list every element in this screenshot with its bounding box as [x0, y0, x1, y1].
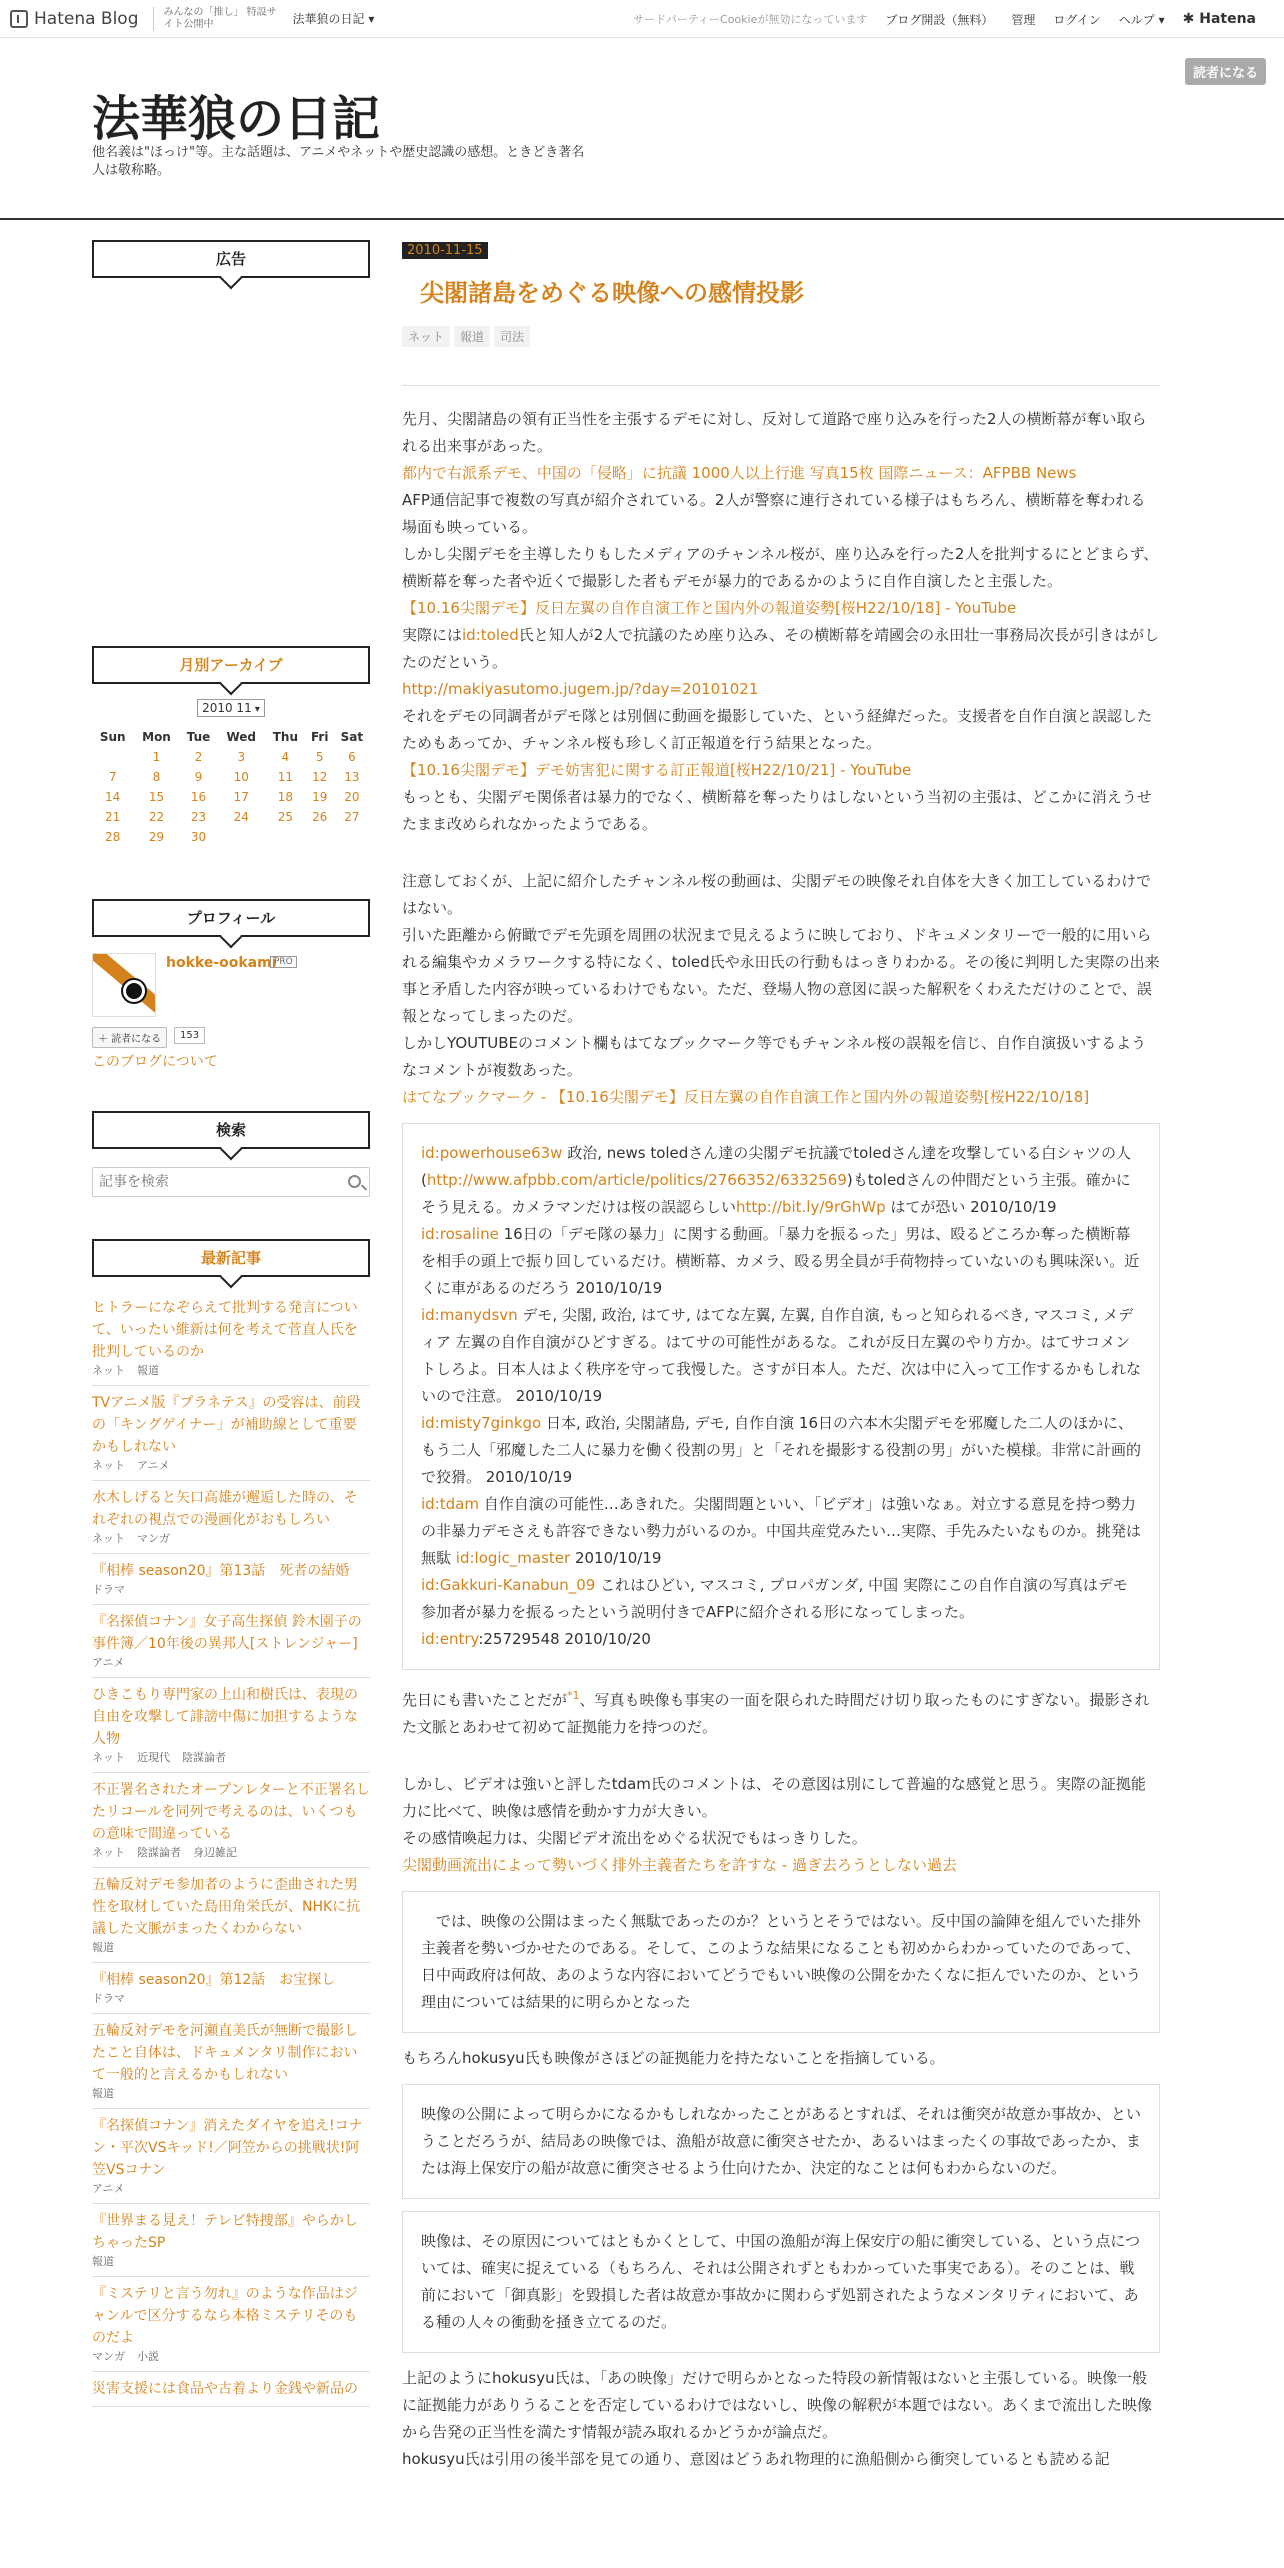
- calendar-day[interactable]: 8: [152, 770, 161, 784]
- about-blog-link[interactable]: このブログについて: [92, 1054, 218, 1070]
- recent-entry[interactable]: [92, 1963, 370, 2014]
- paragraph-4: [402, 1771, 1160, 1879]
- bookmark-text: 政治, news toledさん達の尖閣デモ抗議でtoledさん達を攻撃している白シャツの人(: [421, 1144, 1131, 1189]
- bookmark-link[interactable]: id:powerhouse63w: [421, 1144, 563, 1162]
- user-link[interactable]: id:toled: [462, 626, 519, 644]
- recent-entry[interactable]: [92, 1291, 370, 1386]
- search-icon[interactable]: [348, 1175, 361, 1188]
- admin-link[interactable]: 管理: [1011, 12, 1036, 27]
- paragraph-1c: [402, 676, 1160, 838]
- calendar-day[interactable]: 19: [312, 790, 328, 804]
- sidebar: [92, 240, 370, 2407]
- recent-entry-title[interactable]: 『名探偵コナン』消えたダイヤを追え!コナン・平次VSキッド!／阿笠からの挑戦状!阿笠VSコナン: [92, 2118, 363, 2178]
- recent-entry-categories: [92, 1458, 370, 1474]
- avatar-eye-icon: [123, 980, 145, 1002]
- category-label[interactable]: 陰謀論者: [182, 1751, 226, 1764]
- recent-entry-categories: [92, 1991, 370, 2007]
- category-label[interactable]: 近現代: [137, 1751, 170, 1764]
- blog-menu[interactable]: 法華狼の日記 ▾: [292, 12, 375, 26]
- entry-link[interactable]: http://makiyasutomo.jugem.jp/?day=20101021: [402, 680, 759, 698]
- bookmark-text: 日本, 政治, 尖閣諸島, デモ, 自作自演 16日の六本木尖閣デモを邪魔した二人のほかに、もう二人「邪魔した二人に暴力を働く役割の男」と「それを撮影する役割の男」がいた模様。非常に計画的で狡猾。 2010/10/19: [421, 1414, 1142, 1486]
- calendar-day[interactable]: 14: [105, 790, 121, 804]
- recent-entry-title[interactable]: 五輪反対デモを河瀬直美氏が無断で撮影したこと自体は、ドキュメンタリ制作において一般的と言えるかもしれない: [92, 2023, 358, 2083]
- bookmark-text: 2010/10/19: [570, 1549, 662, 1567]
- recent-entry-title[interactable]: 水木しげると矢口高雄が邂逅した時の、それぞれの視点での漫画化がおもしろい: [92, 1490, 358, 1528]
- weekday-header: Sun: [99, 730, 126, 744]
- weekday-header: Tue: [186, 730, 211, 744]
- category-label[interactable]: マンガ: [92, 2350, 125, 2363]
- bookmark-text: :25729548 2010/10/20: [478, 1630, 651, 1648]
- recent-entry-title[interactable]: 五輪反対デモ参加者のように歪曲された男性を取材していた島田角栄氏が、NHKに抗議した文脈がまったくわからない: [92, 1877, 361, 1937]
- paragraph-1: [402, 406, 1160, 622]
- ad-space: [92, 278, 370, 646]
- text: 実際には: [402, 626, 463, 644]
- calendar-day[interactable]: 1: [152, 750, 161, 764]
- bookmark-text: )もtoledさんの仲間だという主張。確かにそう見える。カメラマンだけは桜の誤認らしい: [421, 1171, 1131, 1216]
- entry-category[interactable]: 報道: [454, 326, 490, 347]
- text: 氏と知人が2人で抗議のため座り込み、その横断幕を靖國会の永田壮一事務局次長が引きはがしたのだという。: [402, 626, 1160, 671]
- recent-entry-categories: [92, 1363, 370, 1379]
- entry-text: しかし尖閣デモを主導したりもしたメディアのチャンネル桜が、座り込みを行った2人を批判するにとどまらず、横断幕を奪った者や近くで撮影した者もデモが暴力的であるかのように自作自演したと主張した。: [402, 545, 1159, 590]
- promo-link[interactable]: みんなの「推し」 特設サイト公開中: [153, 7, 283, 31]
- blockquote-3: 映像は、その原因についてはともかくとして、中国の漁船が海上保安庁の船に衝突している、という点については、確実に捉えている（もちろん、それは公開されずともわかっていた事実である）。そのことは、戦前において「御真影」を毀損した者は故意か事故かに関わらず処罰されたようなメンタリティにおいて、ある種の人々の衝動を掻き立てるのだ。: [402, 2211, 1160, 2353]
- divider: [402, 385, 1160, 386]
- entry-text: しかしYOUTUBEのコメント欄もはてなブックマーク等でもチャンネル桜の誤報を信じ、自作自演扱いするようなコメントが複数あった。: [402, 1034, 1147, 1079]
- calendar-day[interactable]: 29: [148, 830, 165, 844]
- recent-entry-categories: [92, 1750, 370, 1766]
- recent-entry-categories: [92, 1655, 370, 1671]
- calendar-day[interactable]: 20: [344, 790, 360, 804]
- entry-link[interactable]: 【10.16尖閣デモ】反日左翼の自作自演工作と国内外の報道姿勢[桜H22/10/18] - YouTube: [402, 599, 1017, 617]
- calendar-day[interactable]: 3: [237, 750, 246, 764]
- bookmark-link[interactable]: id:tdam: [421, 1495, 479, 1513]
- recent-entry-categories: [92, 1582, 370, 1598]
- bookmark-link[interactable]: id:entry: [421, 1630, 479, 1648]
- entry-link[interactable]: はてなブックマーク - 【10.16尖閣デモ】反日左翼の自作自演工作と国内外の報道姿勢[桜H22/10/18]: [402, 1088, 1090, 1106]
- paragraph-2: [402, 868, 1160, 1111]
- bookmark-text: 自作自演の可能性…あきれた。尖閣問題といい、「ビデオ」は強いなぁ。対立する意見を持つ勢力の非暴力デモさえも許容できない勢力がいるのか。中国共産党みたい…実際、手先みたいなものか。挑発は無駄: [421, 1495, 1142, 1567]
- entry-category[interactable]: 司法: [494, 326, 530, 347]
- hatena-blog-logo[interactable]: [10, 9, 139, 29]
- cookie-notice: サードパーティーCookieが無効になっています: [633, 13, 868, 26]
- open-blog-link[interactable]: ブログ開設（無料）: [885, 12, 994, 27]
- paragraph-1b: [402, 622, 1160, 676]
- category-label[interactable]: 報道: [92, 2087, 114, 2100]
- blog-title[interactable]: 法華狼の日記: [92, 91, 381, 147]
- entry-text: その感情喚起力は、尖閣ビデオ流出をめぐる状況でもはっきりした。: [402, 1829, 867, 1847]
- calendar-day[interactable]: 21: [105, 810, 121, 824]
- entry-text: 上記のようにhokusyu氏は、「あの映像」だけで明らかとなった特段の新情報はないと主張している。映像一般に証拠能力がありうることを否定しているわけではないし、映像の解釈が本題ではない。あくまで流出した映像から告発の正当性を満たす情報が読み取れるかどうかが論点だ。: [402, 2369, 1153, 2441]
- recent-entry-title[interactable]: ひきこもり専門家の上山和樹氏は、表現の自由を攻撃して誹謗中傷に加担するような人物: [92, 1687, 358, 1747]
- recent-entry[interactable]: [92, 2277, 370, 2372]
- archive-module-title: 月別アーカイブ: [92, 646, 370, 684]
- calendar-table: [92, 727, 370, 847]
- recent-entry[interactable]: [92, 2372, 370, 2407]
- recent-entry-categories: [92, 2181, 370, 2197]
- bookmark-link[interactable]: id:rosaline: [421, 1225, 499, 1243]
- blockquote-1: では、映像の公開はまったく無駄であったのか？というとそうではない。反中国の論陣を組んでいた排外主義者を勢いづかせたのである。そして、このような結果になることも初めからわかっていたのであって、日中両政府は何故、あのような内容においてどうでもいい映像の公開をかたくなに拒んでいたのか、という理由については結果的に明らかとなった: [402, 1891, 1160, 2033]
- entry-body: [402, 406, 1160, 2473]
- category-label[interactable]: 身辺雑記: [193, 1846, 237, 1859]
- blockquote-2: 映像の公開によって明らかになるかもしれなかったことがあるとすれば、それは衝突が故意か事故か、ということだろうが、結局あの映像では、漁船が故意に衝突させたか、あるいはまったくの事故であったか、または海上保安庁の船が故意に衝突させるよう仕向けたか、決定的なことは何もわからないのだ。: [402, 2084, 1160, 2199]
- recent-entry[interactable]: [92, 2204, 370, 2277]
- calendar-day[interactable]: 16: [190, 790, 207, 804]
- entry-link[interactable]: 都内で右派系デモ、中国の「侵略」に抗議 1000人以上行進 写真15枚 国際ニュース：AFPBB News: [402, 464, 1077, 482]
- blog-header: [0, 38, 1284, 220]
- entry-link[interactable]: 尖閣動画流出によって勢いづく排外主義者たちを許すな - 過ぎ去ろうとしない過去: [402, 1856, 957, 1874]
- recent-entry-title[interactable]: 『相棒 season20』第13話 死者の結婚: [92, 1563, 350, 1579]
- ad-module-title: 広告: [92, 240, 370, 278]
- entry-text: しかし、ビデオは強いと評したtdam氏のコメントは、その意図は別にして普遍的な感覚と思う。実際の証拠能力に比べて、映像は感情を動かす力が大きい。: [402, 1775, 1146, 1820]
- recent-entry-title[interactable]: 『世界まる見え！テレビ特捜部』やらかしちゃったSP: [92, 2213, 358, 2251]
- main-content: [400, 240, 1160, 2473]
- bookmark-quote: [402, 1123, 1160, 1670]
- recent-entry[interactable]: [92, 1386, 370, 1481]
- recent-module-title: 最新記事: [92, 1239, 370, 1277]
- category-label[interactable]: ネット: [92, 1364, 125, 1377]
- bookmark-comment: [421, 1410, 1141, 1491]
- entry-text: hokusyu氏は引用の後半部を見ての通り、意図はどうあれ物理的に漁船側から衝突しているとも読める記: [402, 2450, 1110, 2468]
- weekday-header: Mon: [142, 730, 171, 744]
- calendar-day[interactable]: 27: [344, 810, 360, 824]
- category-label[interactable]: アニメ: [137, 1459, 170, 1472]
- weekday-header: Wed: [226, 730, 257, 744]
- bookmark-link[interactable]: id:Gakkuri-Kanabun_09: [421, 1576, 596, 1594]
- bookmark-comment: [421, 1221, 1141, 1302]
- brand-label: Hatena Blog: [34, 8, 139, 29]
- entry-title[interactable]: 尖閣諸島をめぐる映像への感情投影: [420, 279, 804, 307]
- calendar-day[interactable]: 10: [233, 770, 249, 784]
- recent-entry[interactable]: [92, 2014, 370, 2109]
- calendar-day: [306, 827, 334, 847]
- calendar-day: [218, 827, 266, 847]
- avatar[interactable]: [92, 953, 156, 1017]
- recent-entry-title[interactable]: ヒトラーになぞらえて批判する発言について、いったい維新は何を考えて菅直人氏を批判しているのか: [92, 1300, 358, 1360]
- profile-module-title: プロフィール: [92, 899, 370, 937]
- bookmark-text: はてが恐い 2010/10/19: [885, 1198, 1057, 1216]
- category-label[interactable]: ネット: [92, 1846, 125, 1859]
- entry-text: 引いた距離から俯瞰でデモ先頭を周囲の状況まで見えるように映しており、ドキュメンタリーで一般的に用いられる編集やカメラワークする特になく、toled氏や永田氏の行動もはっきりわかる。その後に判明した実際の出来事と矛盾した内容が映っているわけでもない。ただ、登場人物の意図に誤った解釈をくわえただけのことで、誤報となってしまったのだ。: [402, 926, 1160, 1025]
- calendar-day[interactable]: 7: [108, 770, 117, 784]
- calendar-day[interactable]: 2: [194, 750, 203, 764]
- entry-text: AFP通信記事で複数の写真が紹介されている。2人が警察に連行されている様子はもちろん、横断幕を奪われる場面も映っている。: [402, 491, 1146, 536]
- recent-entry-categories: [92, 2086, 370, 2102]
- paragraph-5: もちろんhokusyu氏も映像がさほどの証拠能力を持たないことを指摘している。: [402, 2049, 945, 2067]
- recent-entry[interactable]: [92, 1868, 370, 1963]
- calendar-day[interactable]: 28: [105, 830, 121, 844]
- paragraph-6: [402, 2365, 1160, 2473]
- reader-count: 153: [174, 1027, 205, 1044]
- weekday-header: Thu: [272, 730, 298, 744]
- search-module-title: 検索: [92, 1111, 370, 1149]
- recent-entry-categories: [92, 2349, 370, 2365]
- profile: [92, 953, 370, 1093]
- recent-entry[interactable]: [92, 2109, 370, 2204]
- calendar-day[interactable]: 13: [344, 770, 360, 784]
- pro-badge: PRO: [270, 956, 297, 968]
- help-menu[interactable]: ヘルプ ▾: [1118, 12, 1165, 27]
- category-label[interactable]: ネット: [92, 1459, 125, 1472]
- entry-text: 先月、尖閣諸島の領有正当性を主張するデモに対し、反対して道路で座り込みを行った2人の横断幕が奪い取られる出来事があった。: [402, 410, 1147, 455]
- entry-category[interactable]: ネット: [402, 326, 450, 347]
- bookmark-comment: [421, 1572, 1141, 1626]
- calendar-day[interactable]: 12: [312, 770, 328, 784]
- recent-entry-categories: [92, 1845, 370, 1861]
- bookmark-link[interactable]: http://www.afpbb.com/article/politics/2766352/6332569: [426, 1171, 847, 1189]
- category-label[interactable]: 報道: [137, 1364, 159, 1377]
- recent-entry[interactable]: [92, 1481, 370, 1554]
- bookmark-link[interactable]: http://bit.ly/9rGhWp: [736, 1198, 886, 1216]
- entry-date[interactable]: 2010-11-15: [402, 242, 488, 259]
- recent-entry[interactable]: [92, 1605, 370, 1678]
- bookmark-text: これはひどい, マスコミ, プロパガンダ, 中国 実際にこの自作自演の写真はデモ参加者が暴力を振るったという説明付きでAFPに紹介される形になってしまった。: [421, 1576, 1128, 1621]
- entry-text: 注意しておくが、上記に紹介したチャンネル桜の動画は、尖閣デモの映像それ自体を大きく加工しているわけではない。: [402, 872, 1152, 917]
- calendar-day[interactable]: 25: [277, 810, 293, 824]
- recent-entry-title[interactable]: 『ミステリと言う勿れ』のような作品はジャンルで区分するなら本格ミステリそのものだよ: [92, 2286, 358, 2346]
- category-label[interactable]: ドラマ: [92, 1583, 125, 1596]
- calendar-day: [265, 827, 306, 847]
- calendar-day[interactable]: 22: [148, 810, 165, 824]
- recent-entry-categories: [92, 1940, 370, 1956]
- category-label[interactable]: アニメ: [92, 1656, 125, 1669]
- calendar-day[interactable]: 4: [281, 750, 290, 764]
- recent-entry-title[interactable]: 『相棒 season20』第12話 お宝探し: [92, 1972, 336, 1988]
- category-label[interactable]: マンガ: [137, 1532, 170, 1545]
- login-link[interactable]: ログイン: [1053, 12, 1101, 27]
- calendar-day[interactable]: 24: [233, 810, 249, 824]
- recent-entry-categories: [92, 2254, 370, 2270]
- bookmark-text: 16日の「デモ隊の暴力」に関する動画。「暴力を振るった」男は、殴るどころか奪った横断幕を相手の頭上で振り回しているだけ。横断幕、カメラ、殴る男全員が手荷物持っていないのも興味深い。近くに車があるのだろう 2010/10/19: [421, 1225, 1140, 1297]
- paragraph-3: [402, 1682, 1160, 1741]
- calendar-day[interactable]: 5: [315, 750, 324, 764]
- text: 、写真も映像も事実の一面を限られた時間だけ切り取ったものにすぎない。撮影された文脈とあわせて初めて証拠能力を持つのだ。: [402, 1691, 1150, 1736]
- weekday-header: Sat: [340, 730, 364, 744]
- hatena-label: Hatena: [1199, 11, 1256, 27]
- category-label[interactable]: ネット: [92, 1532, 125, 1545]
- global-header: [0, 0, 1284, 38]
- recent-entry[interactable]: [92, 1773, 370, 1868]
- bookmark-comment: [421, 1626, 1141, 1653]
- calendar-day[interactable]: 6: [348, 750, 356, 764]
- category-label[interactable]: 報道: [92, 2255, 114, 2268]
- entry-text: もっとも、尖閣デモ関係者は暴力的でなく、横断幕を奪ったりはしないという当初の主張は、どこかに消えうせたまま改められなかったようである。: [402, 788, 1152, 833]
- weekday-header: Fri: [311, 730, 329, 744]
- bookmark-comment: [421, 1491, 1141, 1572]
- category-label[interactable]: ネット: [92, 1751, 125, 1764]
- recent-list: [92, 1291, 370, 2407]
- category-label[interactable]: 報道: [92, 1941, 114, 1954]
- recent-entry-title[interactable]: 災害支援には食品や古着より金銭や新品の: [92, 2381, 358, 2397]
- bookmark-comment: [421, 1140, 1141, 1221]
- blog-description: 他名義は"ほっけ"等。主な話題は、アニメやネットや歴史認識の感想。ときどき著名人は敬称略。: [92, 145, 585, 178]
- calendar-day[interactable]: 9: [194, 770, 203, 784]
- calendar: [92, 698, 370, 847]
- subscribe-button[interactable]: 読者になる: [1185, 58, 1266, 85]
- entry-text: それをデモの同調者がデモ隊とは別個に動画を撮影していた、という経緯だった。支援者を自作自演と誤認したためもあってか、チャンネル桜も珍しく訂正報道を行う結果となった。: [402, 707, 1153, 752]
- calendar-day[interactable]: 23: [190, 810, 207, 824]
- recent-entry-title[interactable]: TVアニメ版『プラネテス』の受容は、前段の「キングゲイナー」が補助線として重要かもしれない: [92, 1395, 361, 1455]
- calendar-day[interactable]: 17: [233, 790, 249, 804]
- entry-categories: [402, 326, 1160, 347]
- reader-button[interactable]: ＋ 読者になる: [92, 1027, 167, 1048]
- calendar-day[interactable]: 11: [277, 770, 293, 784]
- entry-link[interactable]: 【10.16尖閣デモ】デモ妨害犯に関する訂正報道[桜H22/10/21] - YouTube: [402, 761, 912, 779]
- footnote-link[interactable]: *1: [567, 1689, 580, 1702]
- search-box: [92, 1167, 370, 1197]
- text: 先日にも書いたことだが: [402, 1691, 568, 1709]
- category-label[interactable]: ドラマ: [92, 1992, 125, 2005]
- search-input[interactable]: [93, 1168, 333, 1196]
- calendar-day[interactable]: 30: [190, 830, 207, 844]
- calendar-day: [334, 827, 370, 847]
- calendar-day[interactable]: 18: [277, 790, 293, 804]
- hatena-blog-icon: [10, 10, 28, 28]
- hatena-link[interactable]: ✱ Hatena: [1182, 11, 1256, 27]
- calendar-day[interactable]: 15: [148, 790, 165, 804]
- category-label[interactable]: 小説: [137, 2350, 159, 2363]
- bookmark-link[interactable]: id:misty7ginkgo: [421, 1414, 542, 1432]
- calendar-day[interactable]: 26: [312, 810, 328, 824]
- recent-entry[interactable]: [92, 1554, 370, 1605]
- bookmark-comment: [421, 1302, 1141, 1410]
- bookmark-text: デモ, 尖閣, 政治, はてサ, はてな左翼, 左翼, 自作自演, もっと知られるべき, マスコミ, メディア 左翼の自作自演がひどすぎる。はてサの可能性があるな。これが反日左翼のやり方か。はてサコメントしろよ。日本人はよく秩序を守って我慢した。さすが日本人。ただ、次は中に入って工作するかもしれないので注意。 2010/10/19: [421, 1306, 1142, 1405]
- profile-name[interactable]: hokke-ookami: [166, 955, 277, 971]
- bookmark-link[interactable]: id:manydsvn: [421, 1306, 518, 1324]
- bookmark-link[interactable]: id:logic_master: [455, 1549, 571, 1567]
- recent-entry-title[interactable]: 『名探偵コナン』女子高生探偵 鈴木園子の事件簿／10年後の異邦人[ストレンジャー]: [92, 1614, 362, 1652]
- recent-entry-categories: [92, 1531, 370, 1547]
- calendar-day: [92, 747, 133, 767]
- category-label[interactable]: アニメ: [92, 2182, 125, 2195]
- archive-month-select[interactable]: 2010 11 ▾: [197, 699, 265, 717]
- recent-entry[interactable]: [92, 1678, 370, 1773]
- category-label[interactable]: 陰謀論者: [137, 1846, 181, 1859]
- recent-entry-title[interactable]: 不正署名されたオープンレターと不正署名したリコールを同列で考えるのは、いくつもの意味で間違っている: [92, 1782, 370, 1842]
